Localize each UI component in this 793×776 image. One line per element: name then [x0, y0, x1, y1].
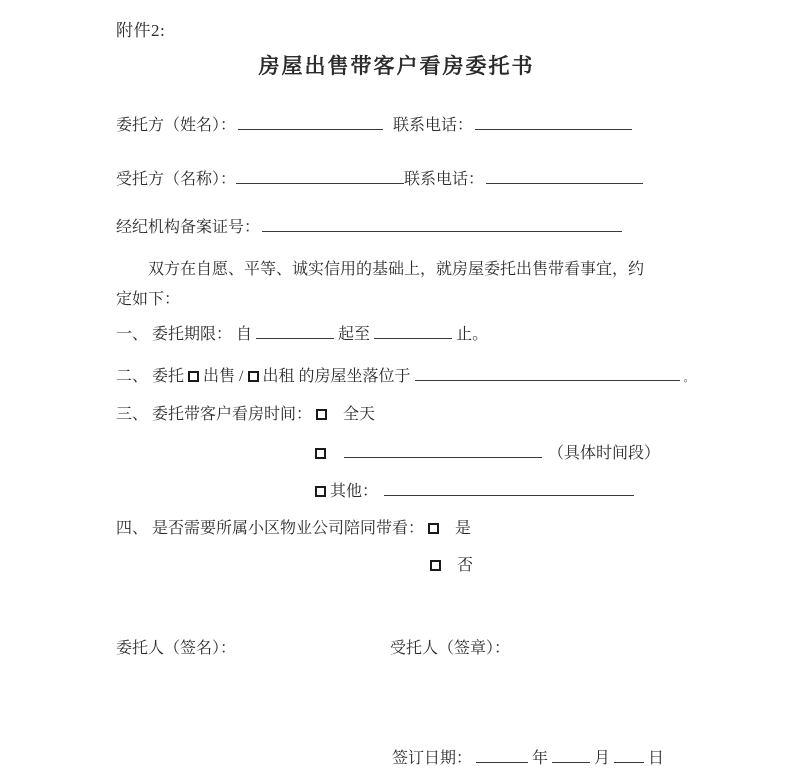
consignor-phone-label: 联系电话： — [393, 117, 474, 134]
clause-two-option-rent: 出租 — [262, 368, 295, 385]
clause-two — [116, 363, 695, 386]
consignee-name-blank[interactable] — [236, 168, 404, 184]
clause-two-tail: 的房屋坐落位于 — [298, 368, 411, 385]
checkbox-time-slot[interactable] — [315, 448, 326, 459]
consignee-label: 受托方（名称）： — [116, 171, 237, 188]
clause-three-other-row — [315, 478, 636, 501]
agency-record-blank[interactable] — [262, 216, 622, 232]
clause-one-to-label: 起至 — [338, 326, 371, 343]
clause-two-separator: / — [239, 368, 244, 385]
consignor-signature-label[interactable]: 委托人（签名）： — [116, 640, 237, 657]
clause-three-timeslot-note: （具体时间段） — [548, 445, 661, 462]
consignee-phone-blank[interactable] — [486, 168, 643, 184]
checkbox-sale[interactable] — [188, 371, 199, 382]
checkbox-no[interactable] — [430, 560, 441, 571]
clause-three-number: 三、 — [116, 406, 149, 423]
checkbox-all-day[interactable] — [316, 409, 327, 420]
date-day-blank[interactable] — [614, 747, 644, 763]
consignee-signature-label[interactable]: 受托人（签章）： — [390, 640, 511, 657]
clause-three-timeslot-row — [315, 440, 660, 463]
date-year-blank[interactable] — [476, 747, 528, 763]
date-year-unit: 年 — [532, 750, 549, 767]
clause-one — [116, 321, 488, 344]
clause-two-lead: 委托 — [152, 368, 185, 385]
signing-date-label: 签订日期： — [392, 750, 473, 767]
clause-four-no-row — [430, 552, 473, 575]
time-slot-blank[interactable] — [344, 442, 542, 458]
clause-one-title: 委托期限： — [152, 326, 233, 343]
clause-one-end-label: 止。 — [456, 326, 489, 343]
clause-four — [116, 515, 471, 538]
clause-two-period: 。 — [683, 372, 695, 384]
clause-two-number: 二、 — [116, 368, 149, 385]
consignor-name-blank[interactable] — [238, 114, 383, 130]
clause-three-option-other: 其他： — [330, 483, 379, 500]
other-blank[interactable] — [384, 480, 634, 496]
consignor-phone-blank[interactable] — [475, 114, 632, 130]
date-day-unit: 日 — [648, 750, 665, 767]
agency-record-label: 经纪机构备案证号： — [116, 219, 261, 236]
clause-one-from-label: 自 — [236, 326, 253, 343]
clause-three — [116, 401, 375, 424]
agency-record-row — [116, 214, 624, 237]
clause-four-title: 是否需要所属小区物业公司陪同带看： — [152, 520, 425, 537]
attachment-label: 附件2: — [116, 21, 166, 40]
clause-one-number: 一、 — [116, 326, 149, 343]
checkbox-yes[interactable] — [428, 523, 439, 534]
clause-four-option-yes: 是 — [455, 520, 472, 537]
consignor-label: 委托方（姓名）： — [116, 117, 237, 134]
consignee-row — [116, 166, 645, 189]
term-end-blank[interactable] — [374, 323, 452, 339]
property-address-blank[interactable] — [415, 365, 680, 381]
date-month-blank[interactable] — [552, 747, 590, 763]
clause-three-option-allday: 全天 — [343, 406, 376, 423]
page-title: 房屋出售带客户看房委托书 — [258, 54, 535, 78]
clause-four-option-no: 否 — [457, 557, 474, 574]
term-start-blank[interactable] — [256, 323, 334, 339]
clause-two-option-sale: 出售 — [203, 368, 236, 385]
preamble-paragraph: 双方在自愿、平等、诚实信用的基础上，就房屋委托出售带看事宜，约定如下： — [116, 261, 645, 308]
checkbox-other[interactable] — [315, 486, 326, 497]
consignee-phone-label: 联系电话： — [404, 171, 485, 188]
consignor-row — [116, 112, 634, 135]
clause-four-number: 四、 — [116, 520, 149, 537]
date-month-unit: 月 — [594, 750, 611, 767]
signing-date-row — [392, 745, 664, 768]
clause-three-title: 委托带客户看房时间： — [152, 406, 313, 423]
checkbox-rent[interactable] — [248, 371, 259, 382]
